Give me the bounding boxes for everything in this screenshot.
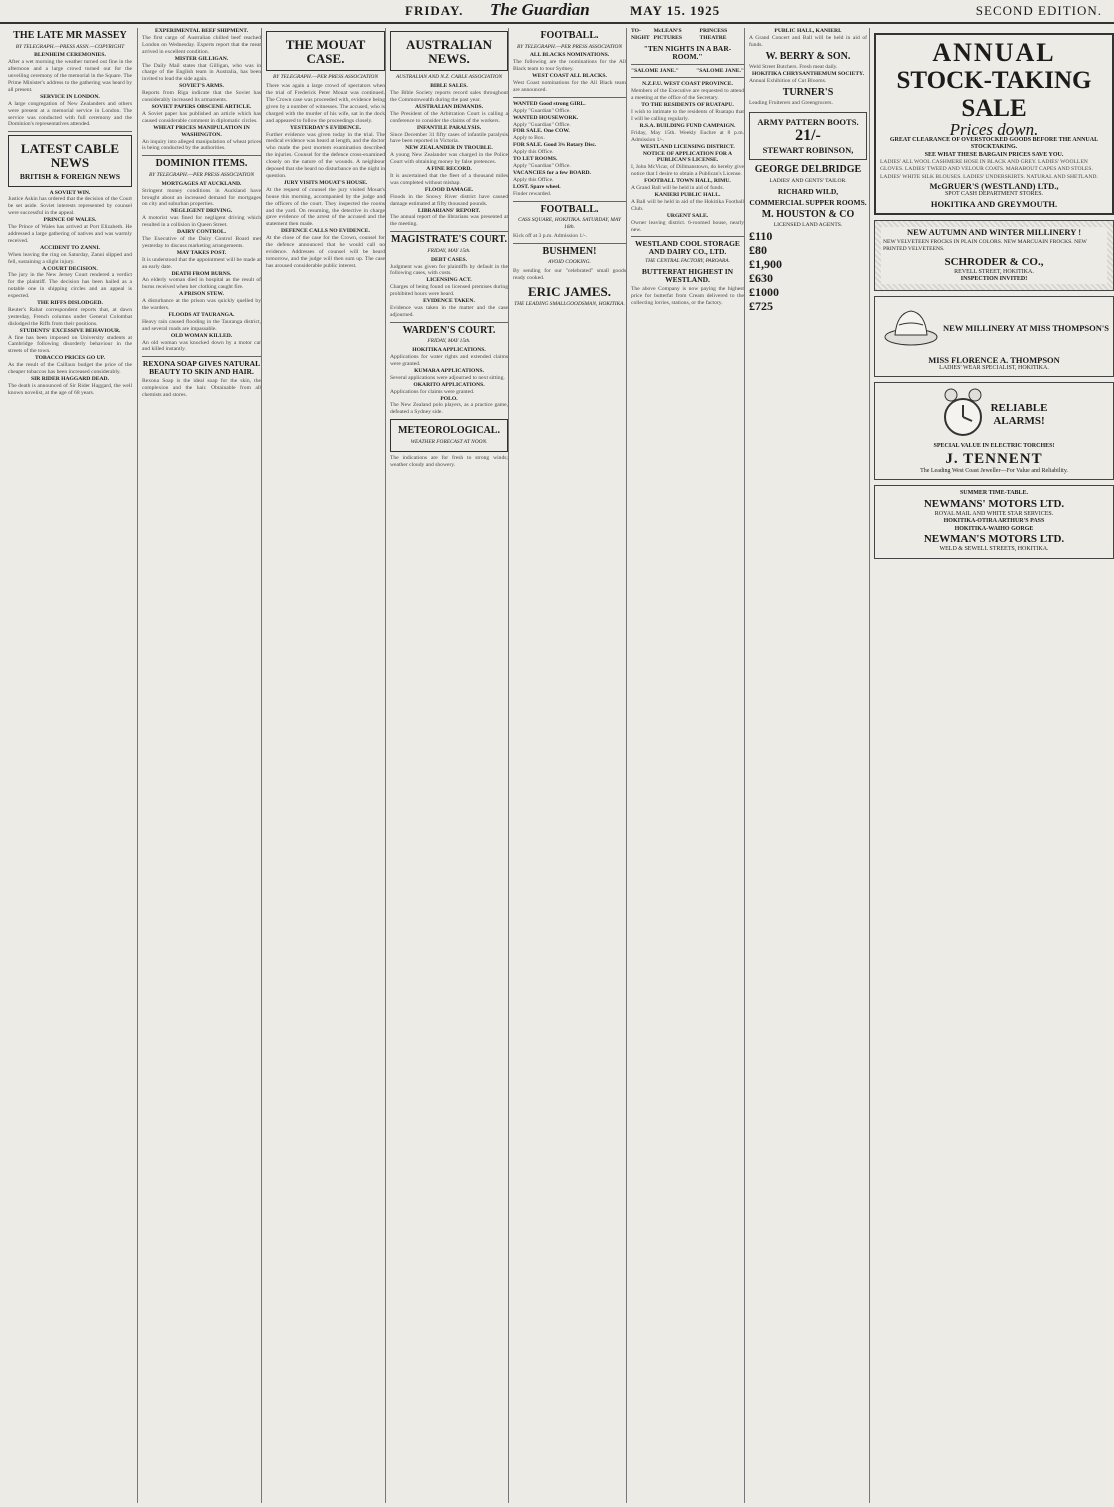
article-text: When leaving the ring on Saturday, Zanni slipped and fell, sustaining a slight injury. — [8, 251, 132, 265]
price-5: £1000 — [749, 284, 779, 299]
forecast-sub: WEATHER FORECAST AT NOON. — [410, 438, 488, 445]
item-title: MORTGAGES AT AUCKLAND. — [161, 180, 242, 187]
article-text: The Daily Mail states that Gilligan, who was in charge of the English team in Australia, has been invited to lead the side again. — [142, 62, 261, 83]
column-4 — [385, 28, 508, 1503]
rule — [142, 155, 261, 156]
eric-james-sub: THE LEADING SMALLGOODSMAN, HOKITIKA. — [514, 300, 625, 307]
masthead — [0, 0, 1114, 24]
ad-delbridge: GEORGE DELBRIDGE — [754, 164, 862, 176]
ad-army-boots — [749, 112, 867, 160]
article-text: West Coast nominations for the All Black team are announced. — [513, 80, 626, 93]
article-text: The above Company is now paying the highest price for butterfat from Cream delivered to the collecting lorries, stations, or the factory. — [631, 285, 744, 306]
notice-title: N.Z.F.U. WEST COAST PROVINCE. — [642, 81, 733, 88]
annual-line-1: GREAT CLEARANCE OF OVERSTOCKED GOODS BEFORE THE ANNUAL STOCKTAKING. — [889, 136, 1099, 150]
item-title: DEFENCE CALLS NO EVIDENCE. — [281, 228, 370, 235]
ad-rexona-headline: REXONA SOAP GIVES NATURAL BEAUTY TO SKIN AND HAIR. — [142, 359, 261, 377]
column-7 — [744, 28, 867, 1503]
princess-label: PRINCESS THEATRE — [699, 28, 728, 41]
item-title: DAIRY CONTROL. — [176, 229, 226, 236]
article-text: Members of the Executive are requested to attend a meeting at the office of the Secretary. — [631, 88, 744, 102]
classified-ad: TO LET ROOMS. — [513, 156, 558, 163]
article-text: Annual Exhibition of Cut Blooms. — [749, 78, 827, 85]
thompson-sub: LADIES' WEAR SPECIALIST, HOKITIKA. — [939, 364, 1049, 371]
show-salome-2: "SALOME JANE." — [696, 67, 744, 74]
article-text: The jury in the New Jersey Court rendered a verdict for the plaintiff. The decision has been hailed as a notable one in shipping circles and an appeal is expected. — [8, 272, 132, 300]
article-text: Charges of being found on licensed premises during prohibited hours were heard. — [390, 284, 508, 298]
notice-title: TO THE RESIDENTS OF RUATAPU. — [641, 102, 734, 109]
millinery-list: NEW VELVETEEN FROCKS IN PLAIN COLORS. NEW MARCUAIN FROCKS. NEW PRINTED VELVETEENS. — [881, 237, 1107, 256]
headline-football-2: FOOTBALL. — [540, 203, 599, 215]
article-text: An elderly woman died in hospital as the result of burns received when her clothing caught fire. — [142, 277, 261, 291]
classified-ad: FOR SALE. One COW. — [513, 128, 570, 135]
article-text: As the result of the Caillaux budget the price of the cheaper tobaccos has been increased considerably. — [8, 362, 132, 376]
item-title: A SOVIET WIN. — [49, 189, 91, 196]
rule — [8, 131, 132, 132]
article-text: Apply "Guardian" Office. — [513, 121, 571, 128]
article-text: Weld Street Butchers. Fresh meat daily. — [749, 64, 838, 71]
item-title: EVIDENCE TAKEN. — [423, 298, 475, 305]
hat-icon — [881, 303, 941, 353]
classified-ad: VACANCIES for a few BOARD. — [513, 169, 591, 176]
route-otira: HOKITIKA-OTIRA ARTHUR'S PASS — [943, 518, 1045, 525]
football-venue: CASS SQUARE, HOKITIKA. SATURDAY, MAY 16th. — [518, 217, 621, 230]
item-title: LIBRARIANS' REPORT. — [417, 207, 481, 214]
item-title: FLOODS AT TAURANGA. — [168, 311, 235, 318]
theatre-top-row — [631, 28, 744, 42]
article-text: Reuter's Rabat correspondent reports that, at dawn yesterday, French columns under General Colombat dislodged the Riffs from their positions. — [8, 306, 132, 327]
latest-cable-box — [8, 135, 132, 186]
court-date: FRIDAY, MAY 15th. — [427, 247, 471, 254]
notice-title: NOTICE OF APPLICATION FOR A PUBLICAN'S LICENSE. — [642, 150, 733, 164]
article-text: The New Zealand polo players, as a practice game, defeated a Sydney side. — [390, 402, 508, 416]
price-6: £725 — [749, 298, 773, 313]
ad-houston: M. HOUSTON & CO — [761, 208, 855, 220]
article-text: Finder rewarded. — [513, 190, 552, 197]
headline-eric-james: ERIC JAMES. — [527, 283, 612, 299]
alarms-title-1: RELIABLE — [990, 402, 1048, 415]
show-ten-nights: "TEN NIGHTS IN A BAR-ROOM." — [643, 43, 732, 61]
item-title: MAY TAKES POST. — [176, 249, 227, 256]
article-text: A motorist was fined for negligent driving which resulted in a collision in Queen Street. — [142, 215, 261, 229]
article-text: The Executive of the Dairy Control Board met yesterday to discuss marketing arrangements. — [142, 235, 261, 249]
mcgruer-title: McGRUER'S (WESTLAND) LTD., — [929, 181, 1059, 192]
inspection-invited: INSPECTION INVITED! — [881, 276, 1107, 284]
army-boots-price: 21/- — [795, 127, 821, 145]
schroder-title: SCHRODER & CO., — [881, 256, 1107, 269]
classified-ad: WANTED Good strong GIRL. — [513, 100, 586, 107]
article-text: Several applications were adjourned to next sitting. — [390, 374, 505, 381]
price-3: £1,900 — [749, 256, 782, 271]
article-text: Judgment was given for plaintiffs by default in the following cases, with costs. — [390, 263, 508, 277]
article-text: A disturbance at the prison was quickly quelled by the warders. — [142, 298, 261, 312]
masthead-edition: SECOND EDITION. — [975, 3, 1102, 18]
byline: BY TELEGRAPH.—PER PRESS ASSOCIATION — [272, 74, 379, 81]
article-text: A large congregation of New Zealanders and others were present at a memorial service in London. The service was conducted with full ceremony and the Dominion's representatives attended. — [8, 100, 132, 128]
column-5 — [508, 28, 626, 1503]
stocktaking-title: STOCK-TAKING SALE — [896, 67, 1092, 122]
rule — [631, 236, 744, 237]
newmans-sub: ROYAL MAIL AND WHITE STAR SERVICES. — [934, 510, 1054, 517]
article-text: Applications for claims were granted. — [390, 388, 475, 395]
article-text: Stringent money conditions in Auckland have brought about an increased demand for mortgages on city and suburban properties. — [142, 187, 261, 208]
article-text: A young New Zealander was charged in the Police Court with obtaining money by false pretences. — [390, 152, 508, 166]
article-text: The President of the Arbitration Court is calling a conference to consider the claims of the workers. — [390, 110, 508, 124]
court-date: FRIDAY, MAY 15th. — [427, 338, 471, 345]
article-text: The Bible Society reports record sales throughout the Commonwealth during the past year. — [390, 90, 508, 103]
thompson-row — [879, 301, 1109, 355]
central-factory: THE CENTRAL FACTORY, PAROARA. — [645, 258, 730, 265]
headline-british-foreign: BRITISH & FOREIGN NEWS — [19, 171, 121, 181]
mcleans-label: McLEAN'S PICTURES — [653, 28, 682, 41]
byline: BY TELEGRAPH.—PER PRESS ASSOCIATION — [148, 171, 255, 178]
article-text: The indications are for fresh to strong winds; weather cloudy and showery. — [390, 454, 508, 468]
item-title: A COURT DECISION. — [42, 265, 98, 272]
article-text: Further evidence was given today in the trial. The medical evidence was heard at length, and the doctor who made the post mortem examination described the injuries. Counsel for the defence cross-examined closely on the nature of the wounds. A neighbour deposed that she heard no disturbance on the night in question. — [266, 131, 385, 179]
item-title: POLO. — [440, 395, 458, 402]
masthead-title: The Guardian — [490, 0, 590, 19]
alarms-titles — [991, 402, 1048, 428]
item-title: DEATH FROM BURNS. — [171, 270, 232, 277]
ad-newmans — [874, 485, 1114, 559]
column-6 — [626, 28, 744, 1503]
article-text: Reports from Riga indicate that the Soviet has considerably increased its armaments. — [142, 90, 261, 104]
item-title: OLD WOMAN KILLED. — [170, 332, 233, 339]
headline-magistrates-court: MAGISTRATE'S COURT. — [391, 234, 507, 246]
item-title: ALL BLACKS NOMINATIONS. — [529, 52, 610, 59]
ad-turners: TURNER'S — [782, 86, 834, 98]
item-title: STUDENTS' EXCESSIVE BEHAVIOUR. — [19, 327, 121, 334]
show-salome-1: "SALOME JANE." — [631, 67, 679, 74]
item-title: SOVIET'S ARMS. — [179, 83, 224, 90]
army-boots-title: ARMY PATTERN BOOTS. — [757, 117, 859, 128]
article-text: Heavy rain caused flooding in the Tauranga district, and several roads are impassable. — [142, 318, 261, 332]
rule — [513, 243, 626, 244]
article-text: After a wet morning the weather turned out fine in the afternoon and a large crowd turned out for the unveiling ceremony of the memorial in the Square. The Prime Minister's address to the gathering was heard by all present. — [8, 59, 132, 93]
headline-wardens-court: WARDEN'S COURT. — [402, 324, 496, 336]
article-text: A fine has been imposed on University students at Cambridge following disorderly behaviour in the streets of the town. — [8, 334, 132, 355]
mcgruer-loc: HOKITIKA AND GREYMOUTH. — [930, 198, 1058, 209]
headline-bushmen: BUSHMEN! — [542, 245, 597, 257]
article-text: An old woman was knocked down by a motor car and killed instantly. — [142, 339, 261, 353]
newmans-heading: SUMMER TIME-TABLE. — [959, 490, 1029, 497]
butterfat-highest: BUTTERFAT HIGHEST IN WESTLAND. — [641, 267, 734, 284]
price-1: £110 — [749, 228, 773, 243]
article-text: A Soviet paper has published an article which has caused considerable comment in diplomatic circles. — [142, 110, 261, 124]
headline-mouat-case: THE MOUAT CASE. — [285, 37, 366, 66]
delbridge-sub: LADIES' AND GENTS' TAILOR. — [769, 177, 847, 184]
column-2 — [137, 28, 261, 1503]
tennent-sub: The Leading West Coast Jeweller—For Value and Reliability. — [920, 467, 1068, 474]
price-2: £80 — [749, 242, 767, 257]
rule — [390, 322, 508, 323]
article-text: A Ball will be held in aid of the Hokitika Football Club. — [631, 198, 744, 212]
item-title: WEST COAST ALL BLACKS. — [532, 73, 607, 80]
australian-head-box — [390, 31, 508, 71]
article-text: Evidence was taken in the matter and the case adjourned. — [390, 304, 508, 318]
item-title: SERVICE IN LONDON. — [40, 93, 100, 100]
item-title: ACCIDENT TO ZANNI. — [40, 244, 100, 251]
item-title: NEW ZEALANDER IN TROUBLE. — [405, 145, 493, 152]
ad-annual-sale — [874, 33, 1114, 215]
headline-australian-news: AUSTRALIAN NEWS. — [406, 37, 492, 66]
rule — [513, 97, 626, 98]
torches-title: SPECIAL VALUE IN ELECTRIC TORCHES! — [933, 443, 1055, 450]
tennent-title: J. TENNENT — [945, 450, 1043, 467]
tonight-label: TO-NIGHT — [631, 28, 650, 41]
annual-line-2: SEE WHAT THESE BARGAIN PRICES SAVE YOU. — [924, 151, 1064, 158]
ad-title: PUBLIC HALL, KANIERI. — [774, 28, 842, 34]
notice-title: FOOTBALL TOWN HALL, RIMU. — [644, 178, 731, 185]
alarms-row — [879, 387, 1109, 443]
notice-title: KANIERI PUBLIC HALL. — [654, 191, 721, 198]
article-text: A Grand Concert and Ball will be held in aid of funds. — [749, 34, 867, 48]
item-title: A FINE RECORD. — [426, 166, 472, 173]
byline: AUSTRALIAN AND N.Z. CABLE ASSOCIATION — [395, 74, 503, 81]
classified-ad: LOST. Spare wheel. — [513, 183, 561, 190]
ad-berry: W. BERRY & SON. — [765, 50, 851, 62]
item-title: FLOOD DAMAGE. — [424, 186, 474, 193]
article-text: It is ascertained that the fleet of a thousand miles was completed without mishap. — [390, 172, 508, 186]
column-3 — [261, 28, 385, 1503]
article-text: An inquiry into alleged manipulation of wheat prices is being conducted by the authorities. — [142, 138, 261, 152]
mouat-head-box — [266, 31, 385, 71]
item-title: NEGLIGENT DRIVING. — [170, 208, 233, 215]
ad-supper-rooms: COMMERCIAL SUPPER ROOMS. — [749, 197, 867, 207]
item-title: PRINCE OF WALES. — [43, 217, 97, 224]
article-text: Owner leaving district. 6-roomed house, nearly new. — [631, 219, 744, 233]
headline-cable-news: LATEST CABLE NEWS — [20, 141, 120, 171]
bushmen-sub: AVOID COOKING. — [548, 259, 591, 266]
classified-ad: FOR SALE. Good 3¾ Rotary Disc. — [513, 142, 597, 149]
headline-dominion-items: DOMINION ITEMS. — [155, 158, 248, 170]
item-title: AUSTRALIAN DEMANDS. — [414, 103, 484, 110]
headline-westland-cool: WESTLAND COOL STORAGE AND DAIRY CO., LTD. — [635, 239, 740, 257]
article-text: The following are the nominations for the All Black team to tour Sydney. — [513, 59, 626, 73]
article-text: At the request of counsel the jury visited Mouat's house this morning, accompanied by the judge and the officers of the court. They inspected the rooms and the yard. On resuming, the detective in charge gave evidence of the arrest of the accused and the statement then made. — [266, 186, 385, 228]
article-text: At the close of the case for the Crown, counsel for the defence announced that he would call no evidence. Addresses of counsel will be heard tomorrow, and the judge will then sum up. The case has aroused considerable public interest. — [266, 235, 385, 269]
column-1 — [8, 28, 132, 1503]
byline: BY TELEGRAPH.—PER PRESS ASSOCIATION — [516, 43, 623, 50]
route-waiho: HOKITIKA-WAIHO GORGE — [954, 525, 1034, 532]
rule — [631, 77, 744, 78]
newmans-title: NEWMANS' MOTORS LTD. — [923, 497, 1065, 510]
prices-down: Prices down. — [949, 120, 1039, 139]
article-text: Applications for water rights and extended claims were granted. — [390, 354, 508, 367]
article-text: The Prince of Wales has arrived at Port Elizabeth. He addressed a large gathering of natives and was warmly received. — [8, 224, 132, 244]
newmans-footer-sub: WELD & SEWELL STREETS, HOKITIKA. — [939, 546, 1049, 553]
article-text: Apply this Office. — [513, 149, 554, 156]
article-text: Justice Askin has ordered that the decision of the Court be set aside. Soviet interests represented by counsel were successful in the appeal. — [8, 196, 132, 217]
item-title: BIBLE SALES. — [430, 83, 468, 90]
item-title: DEBT CASES. — [431, 256, 467, 263]
headline-football: FOOTBALL. — [540, 30, 599, 41]
item-title: LICENSING ACT. — [426, 277, 472, 284]
item-title: EXPERIMENTAL BEEF SHIPMENT. — [155, 28, 248, 34]
item-title: WHEAT PRICES MANIPULATION IN WASHINGTON. — [153, 124, 250, 138]
newmans-footer-title: NEWMAN'S MOTORS LTD. — [923, 533, 1065, 546]
headline-massey: THE LATE MR MASSEY — [13, 30, 127, 41]
ad-thompson — [874, 296, 1114, 378]
item-title: KUMARA APPLICATIONS. — [414, 367, 484, 374]
item-title: JURY VISITS MOUAT'S HOUSE. — [283, 179, 368, 186]
article-text: Apply "Guardian" Office. — [513, 107, 571, 114]
masthead-day: FRIDAY. — [405, 3, 464, 18]
rule — [513, 201, 626, 202]
article-text: I, John McVicar, of Dillmanstown, do hereby give notice that I desire to obtain a Publican's License. — [631, 164, 744, 178]
salome-row — [631, 68, 744, 75]
item-title: SIR RIDER HAGGARD DEAD. — [30, 376, 109, 382]
ad-alarms — [874, 382, 1114, 480]
item-title: BLENHEIM CEREMONIES. — [34, 52, 106, 59]
rule — [631, 64, 744, 65]
classified-ad: WANTED HOUSEWORK. — [513, 114, 579, 121]
article-text: The annual report of the librarians was presented at the meeting. — [390, 214, 508, 228]
article-text: Leading Fruiterers and Greengrocers. — [749, 100, 833, 107]
article-text: Rexona Soap is the ideal soap for the skin, the complexion and the hair. Obtainable from all chemists and stores. — [142, 378, 261, 398]
headline-meteorological: METEOROLOGICAL. — [398, 425, 500, 437]
notice-title: URGENT SALE. — [666, 212, 709, 219]
schroder-address: REVELL STREET, HOKITIKA. — [881, 269, 1107, 277]
article-text: Floods in the Snowy River district have caused damage estimated at fifty thousand pounds. — [390, 193, 508, 207]
item-title: TOBACCO PRICES GO UP. — [35, 355, 105, 362]
item-title: OKARITO APPLICATIONS. — [413, 381, 485, 388]
ad-title: HOKITIKA CHRYSANTHEMUM SOCIETY. — [752, 71, 864, 78]
alarms-title-2: ALARMS! — [993, 415, 1045, 428]
item-title: A PRISON STEW. — [179, 291, 224, 298]
article-text: There was again a large crowd of spectators when the trial of Frederick Peter Mouat was continued. The Crown case was proceeded with, evidence being given by a number of witnesses. The accused, who is charged with the murder of his wife, sat in the dock and appeared to follow the proceedings closely. — [266, 83, 385, 124]
thompson-name: MISS FLORENCE A. THOMPSON — [928, 354, 1060, 365]
article-text: Since December 31 fifty cases of infantile paralysis have been reported in Victoria. — [390, 131, 508, 145]
item-title: SOVIET PAPERS OBSCENE ARTICLE. — [151, 103, 252, 110]
ad-millinery — [874, 220, 1114, 291]
masthead-date: MAY 15. 1925 — [630, 3, 721, 18]
notice-title: R.S.A. BUILDING FUND CAMPAIGN. — [639, 122, 736, 129]
rule — [142, 356, 261, 357]
notice-title: WESTLAND LICENSING DISTRICT. — [640, 143, 735, 150]
item-title: YESTERDAY'S EVIDENCE. — [290, 124, 361, 131]
item-title: INFANTILE PARALYSIS. — [416, 124, 482, 131]
item-title: MISTER GILLIGAN. — [174, 55, 229, 62]
article-text: Apply this Office. — [513, 176, 554, 183]
meteorological-box — [390, 419, 508, 451]
article-text: The death is announced of Sir Rider Haggard, the well known novelist, at the age of 68 years. — [8, 382, 132, 396]
mcgruer-sub: SPOT CASH DEPARTMENT STORES. — [944, 191, 1044, 198]
houston-sub: LICENSED LAND AGENTS. — [773, 222, 843, 228]
article-text: Apply to Box. — [513, 135, 545, 142]
stewart-robinson: STEWART ROBINSON, — [762, 145, 854, 156]
annual-title: ANNUAL — [932, 38, 1056, 67]
thompson-heading: NEW MILLINERY AT MISS THOMPSON'S — [943, 322, 1109, 333]
ad-richard-wild: RICHARD WILD, — [777, 186, 839, 196]
byline: BY TELEGRAPH.—PRESS ASSN.—COPYRIGHT — [15, 43, 125, 50]
article-text: I wish to intimate to the residents of Ruatapu that I will be calling regularly. — [631, 109, 744, 122]
column-8-advertisements — [869, 28, 1114, 1503]
article-text: By sending for our "celebrated" small goods ready cooked. — [513, 268, 626, 282]
price-4: £630 — [749, 270, 773, 285]
item-title: HOKITIKA APPLICATIONS. — [412, 347, 486, 354]
article-text: The first cargo of Australian chilled beef reached London on Wednesday. Experts report that the meat arrived in excellent condition. — [142, 34, 261, 55]
article-text: Apply "Guardian" Office. — [513, 163, 571, 169]
rule — [390, 231, 508, 232]
annual-list: LADIES' ALL WOOL CASHMERE HOSE IN BLACK AND GREY. LADIES' WOOLLEN GLOVES. LADIES' TWEED AND VELOUR COATS. MARABOUT CAPES AND STOLES. LADIES' WHITE SILK BLOUSES. LADIES' UNDERSKIRTS. NATURAL AND SHETLAND. — [880, 159, 1098, 180]
article-text: A Grand Ball will be held in aid of funds. — [631, 185, 724, 192]
article-text: Kick off at 3 p.m. Admission 1/-. — [513, 232, 588, 239]
item-title: THE RIFFS DISLODGED. — [37, 300, 103, 307]
millinery-title: NEW AUTUMN AND WINTER MILLINERY ! — [881, 227, 1107, 237]
clock-icon — [941, 387, 985, 443]
article-text: It is understood that the appointment will be made at an early date. — [142, 256, 261, 270]
article-text: Friday, May 15th. Weekly Euchre at 8 p.m. Admission 1/-. — [631, 129, 744, 143]
